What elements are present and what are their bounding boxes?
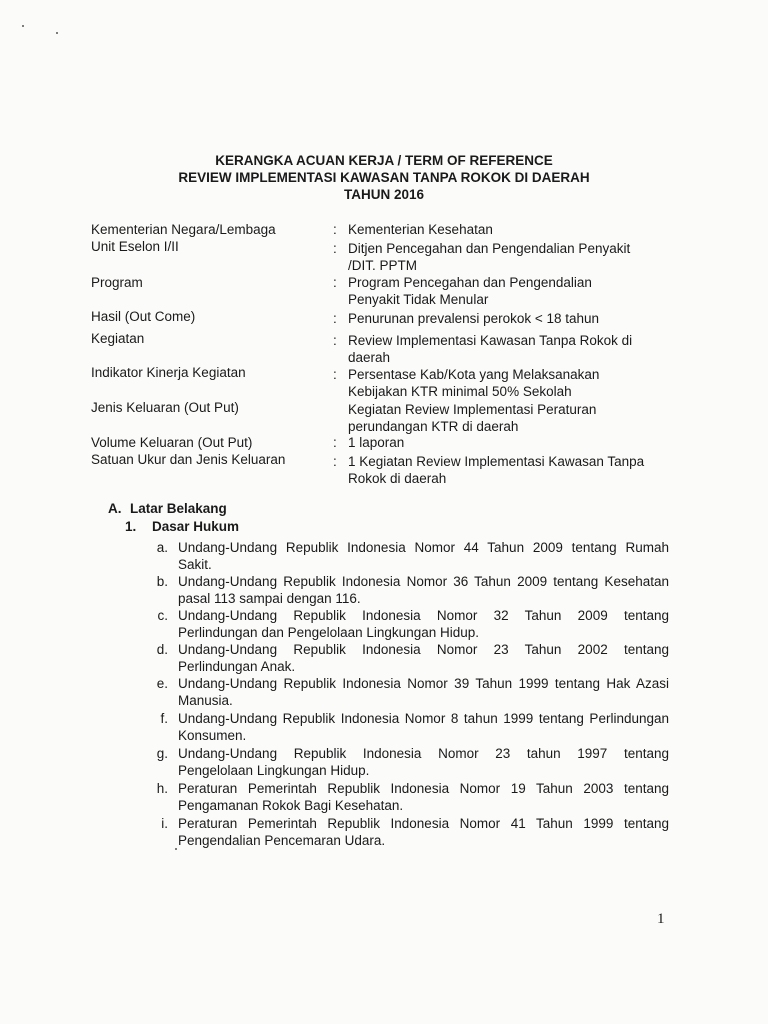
list-item-text: Undang-Undang Republik Indonesia Nomor 36 Tahun 2009 tentang Kesehatan <box>178 574 669 589</box>
info-label: Volume Keluaran (Out Put) <box>91 435 253 450</box>
list-item-text-continued: Manusia. <box>178 693 233 708</box>
document-year: TAHUN 2016 <box>343 187 425 202</box>
scan-speck <box>175 848 177 850</box>
section-title: Latar Belakang <box>130 501 227 516</box>
list-item-text: Peraturan Pemerintah Republik Indonesia Nomor 19 Tahun 2003 tentang <box>178 781 669 796</box>
list-item-text: Undang-Undang Republik Indonesia Nomor 23 Tahun 2002 tentang <box>178 642 669 657</box>
list-item-text: Undang-Undang Republik Indonesia Nomor 8 tahun 1999 tentang Perlindungan <box>178 711 669 726</box>
info-value-continued: Kebijakan KTR minimal 50% Sekolah <box>348 384 572 399</box>
list-marker: f. <box>160 711 168 726</box>
info-colon: : <box>333 222 337 237</box>
info-colon: : <box>333 367 337 382</box>
info-colon: : <box>333 241 337 256</box>
info-colon: : <box>333 275 337 290</box>
info-label: Unit Eselon I/II <box>91 239 179 254</box>
list-marker: g. <box>156 746 168 761</box>
list-item-text-continued: pasal 113 sampai dengan 116. <box>178 591 361 606</box>
info-value-continued: /DIT. PPTM <box>348 258 418 273</box>
info-value-continued: Rokok di daerah <box>348 471 447 486</box>
list-marker: b. <box>156 574 168 589</box>
list-marker: c. <box>157 608 168 623</box>
info-label: Indikator Kinerja Kegiatan <box>91 365 246 380</box>
scan-speck <box>56 32 58 34</box>
list-item-text: Undang-Undang Republik Indonesia Nomor 39 Tahun 1999 tentang Hak Azasi <box>178 676 669 691</box>
list-item-text: Undang-Undang Republik Indonesia Nomor 32 Tahun 2009 tentang <box>178 608 669 623</box>
info-label: Hasil (Out Come) <box>91 309 196 324</box>
list-item-text-continued: Sakit. <box>178 557 212 572</box>
list-item-text-continued: Perlindungan dan Pengelolaan Lingkungan Hidup. <box>178 625 479 640</box>
info-value: Kegiatan Review Implementasi Peraturan <box>348 402 597 417</box>
info-value: Review Implementasi Kawasan Tanpa Rokok di <box>348 333 633 348</box>
page-number: 1 <box>657 911 665 927</box>
info-label: Jenis Keluaran (Out Put) <box>91 400 239 415</box>
list-marker: a. <box>156 540 168 555</box>
list-marker: e. <box>156 676 168 691</box>
subsection-number: 1. <box>125 519 137 534</box>
list-item-text-continued: Pengelolaan Lingkungan Hidup. <box>178 763 370 778</box>
list-marker: i. <box>161 816 168 831</box>
document-subtitle: REVIEW IMPLEMENTASI KAWASAN TANPA ROKOK DI DAERAH <box>178 170 590 185</box>
list-item-text: Undang-Undang Republik Indonesia Nomor 44 Tahun 2009 tentang Rumah <box>178 540 669 555</box>
info-colon: : <box>333 454 337 469</box>
info-value: 1 Kegiatan Review Implementasi Kawasan Tanpa <box>348 454 645 469</box>
list-item-text: Undang-Undang Republik Indonesia Nomor 23 tahun 1997 tentang <box>178 746 669 761</box>
info-value: Penurunan prevalensi perokok < 18 tahun <box>348 311 600 326</box>
list-marker: h. <box>156 781 168 796</box>
info-label: Program <box>91 275 143 290</box>
info-value-continued: daerah <box>348 350 391 365</box>
info-label: Satuan Ukur dan Jenis Keluaran <box>91 452 286 467</box>
list-item-text-continued: Pengamanan Rokok Bagi Kesehatan. <box>178 798 404 813</box>
info-value: 1 laporan <box>348 435 405 450</box>
list-marker: d. <box>156 642 168 657</box>
info-value: Persentase Kab/Kota yang Melaksanakan <box>348 367 600 382</box>
list-item-text: Peraturan Pemerintah Republik Indonesia Nomor 41 Tahun 1999 tentang <box>178 816 669 831</box>
info-label: Kementerian Negara/Lembaga <box>91 222 276 237</box>
subsection-title: Dasar Hukum <box>152 519 240 534</box>
info-value: Program Pencegahan dan Pengendalian <box>348 275 592 290</box>
section-letter: A. <box>108 501 122 516</box>
info-value: Ditjen Pencegahan dan Pengendalian Penyakit <box>348 241 631 256</box>
info-colon: : <box>333 435 337 450</box>
list-item-text-continued: Pengendalian Pencemaran Udara. <box>178 833 386 848</box>
list-item-text-continued: Konsumen. <box>178 728 247 743</box>
document-title: KERANGKA ACUAN KERJA / TERM OF REFERENCE <box>215 153 553 168</box>
info-value: Kementerian Kesehatan <box>348 222 493 237</box>
info-colon: : <box>333 333 337 348</box>
scan-speck <box>22 25 24 27</box>
info-colon: : <box>333 311 337 326</box>
list-item-text-continued: Perlindungan Anak. <box>178 659 296 674</box>
info-value-continued: perundangan KTR di daerah <box>348 419 519 434</box>
info-value-continued: Penyakit Tidak Menular <box>348 292 489 307</box>
info-label: Kegiatan <box>91 331 145 346</box>
